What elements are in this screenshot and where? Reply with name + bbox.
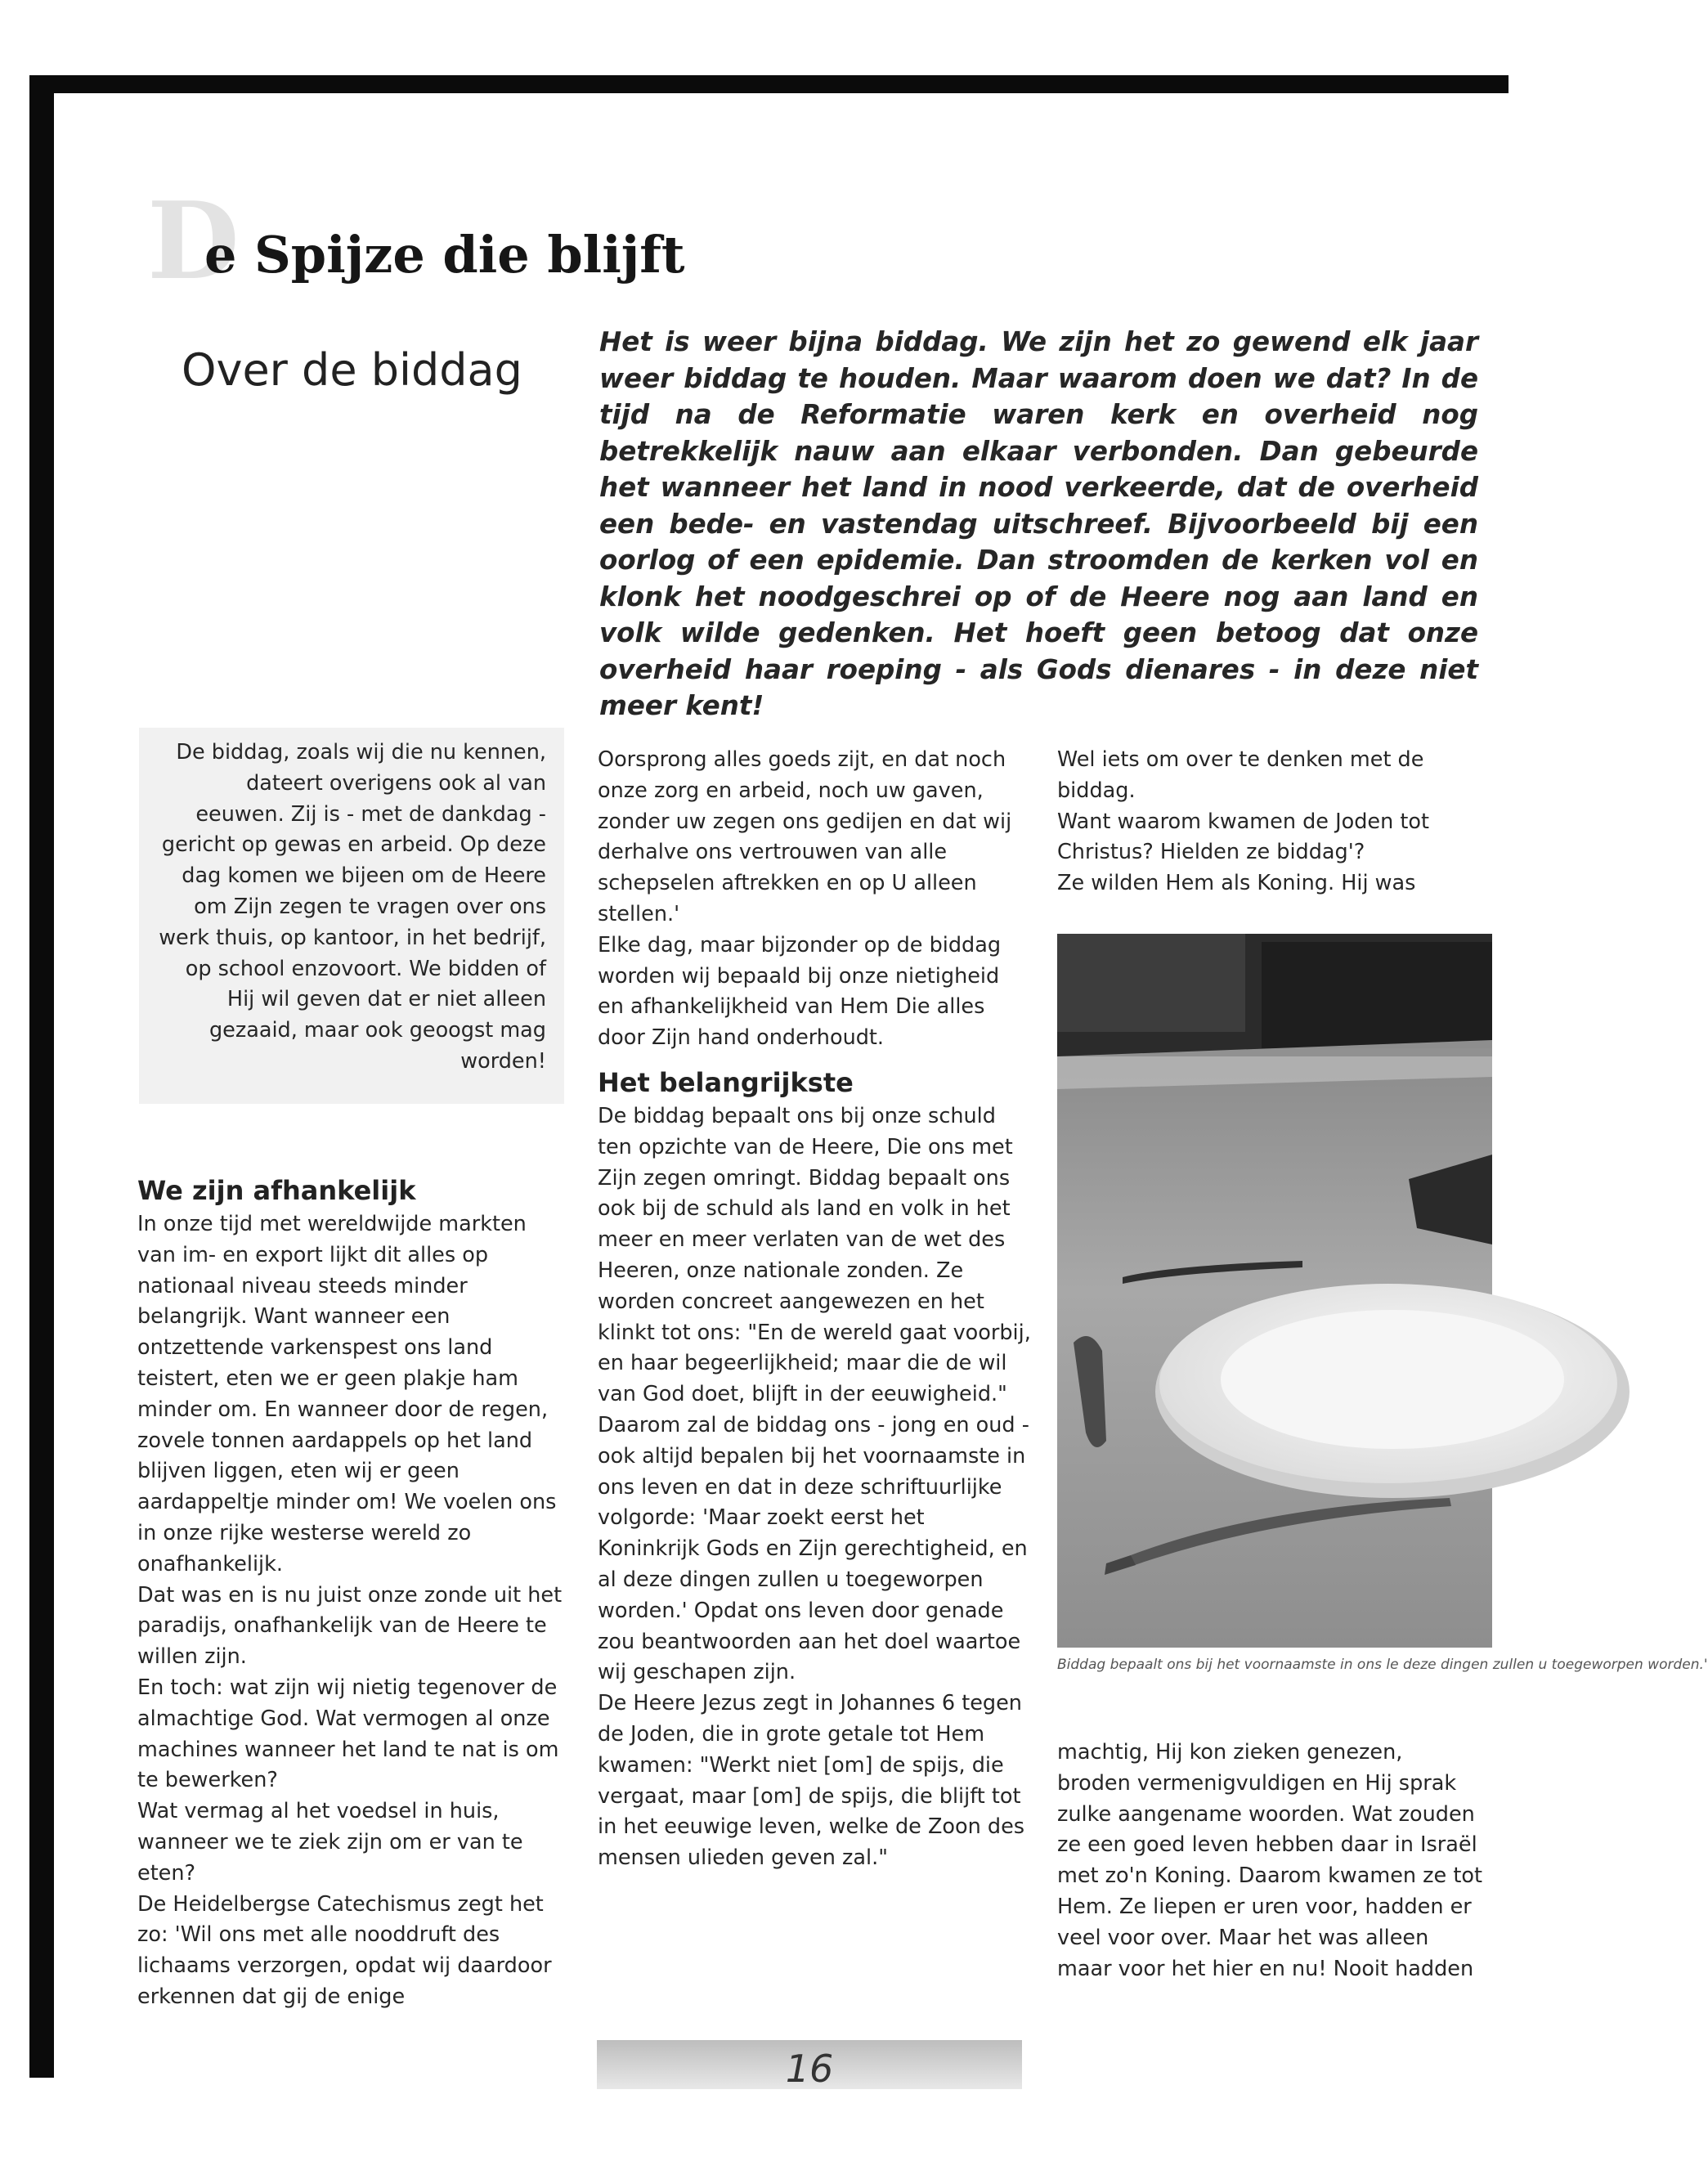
section-heading-belangrijkste: Het belangrijkste (598, 1066, 854, 1098)
photo-caption: Biddag bepaalt ons bij het voornaamste in ons le deze dingen zullen u toegeworpen worden.' (1057, 1657, 1708, 1673)
paragraph: machtig, Hij kon zieken genezen, broden vermenigvuldigen en Hij sprak zulke aangename woorden. Wat zouden ze een goed leven hebben daar in Israël met zo'n Koning. Daarom kwamen ze tot Hem. Ze liepen er uren voor, hadden er veel voor over. Maar het was alleen maar voor het hier en nu! Nooit hadden (1057, 1740, 1482, 1981)
paragraph: Want waarom kwamen de Joden tot Christus? Hielden ze biddag'? (1057, 809, 1429, 865)
scan-border-left (29, 75, 54, 2079)
article-intro: Het is weer bijna biddag. We zijn het zo gewend elk jaar weer biddag te houden. Maar waarom doen we dat? In de tijd na de Reformatie waren kerk en overheid nog betrekkelijk nauw aan elkaar verbonden. Dan gebeurde het wanneer het land in nood verkeerde, dat de overheid een bede- en vastendag uitschreef. Bijvoorbeeld bij een oorlog of een epidemie. Dan stroomden de kerken vol en klonk het noodgeschrei op of de Heere nog aan land en volk wilde gedenken. Het hoeft geen betoog dat onze overheid haar roeping - als Gods dienares - in deze niet meer kent! (599, 326, 1478, 721)
scan-border-top (29, 75, 1509, 93)
column-1 (137, 1172, 563, 2013)
scan-margin-bottom (0, 2078, 1509, 2175)
title-drop-letter: D (147, 178, 240, 303)
paragraph: Elke dag, maar bijzonder op de biddag worden wij bepaald bij onze nietigheid en afhankelijkheid van Hem Die alles door Zijn hand onderhoudt. (598, 932, 1002, 1051)
paragraph: Ze wilden Hem als Koning. Hij was (1057, 871, 1416, 896)
paragraph: De biddag bepaalt ons bij onze schuld ten opzichte van de Heere, Die ons met Zijn zegen omringt. Biddag bepaalt ons ook bij de schuld als land en volk in het meer en meer verlaten van de wet des Heeren, onze nationale zonden. Ze worden concreet aangewezen en het klinkt tot ons: "En de wereld gaat voorbij, en haar begeerlijkheid; maar die de wil van God doet, blijft in der eeuwigheid." (598, 1103, 1031, 1407)
paragraph: De Heidelbergse Catechismus zegt het zo: 'Wil ons met alle nooddruft des lichaams verzorgen, opdat wij daardoor erkennen dat gij de enige (137, 1891, 552, 2009)
page-number: 16 (785, 2047, 834, 2091)
plate-and-fork-photo (1057, 934, 1492, 1648)
sidebar-box-text: De biddag, zoals wij die nu kennen, dateert overigens ook al van eeuwen. Zij is - met de dankdag - gericht op gewas en arbeid. Op deze dag komen we bijeen om de Heere om Zijn zegen te vragen over ons werk thuis, op kantoor, in het bedrijf, op school enzovoort. We bidden of Hij wil geven dat er niet alleen gezaaid, maar ook geoogst mag worden! (159, 740, 546, 1074)
column-3-top (1057, 745, 1482, 899)
paragraph: Wat vermag al het voedsel in huis, wanneer we te ziek zijn om er van te eten? (137, 1799, 523, 1886)
title-text: e Spijze die blijft (204, 225, 685, 285)
column-3-bottom (1057, 1738, 1482, 1984)
paragraph: Dat was en is nu juist onze zonde uit het paradijs, onafhankelijk van de Heere te willen zijn. (137, 1582, 563, 1670)
section-heading-afhankelijk: We zijn afhankelijk (137, 1175, 416, 1206)
article-subtitle: Over de biddag (182, 344, 522, 396)
paragraph: In onze tijd met wereldwijde markten van im- en export lijkt dit alles op nationaal niveau steeds minder belangrijk. Want wanneer een ontzettende varkenspest ons land teistert, eten we er geen plakje ham minder om. En wanneer door de regen, zovele tonnen aardappels op het land blijven liggen, eten wij er geen aardappeltje minder om! We voelen ons in onze rijke westerse wereld zo onafhankelijk. (137, 1212, 557, 1576)
paragraph: Wel iets om over te denken met de biddag. (1057, 747, 1424, 803)
paragraph: En toch: wat zijn wij nietig tegenover de almachtige God. Wat vermogen al onze machines wanneer het land te nat is om te bewerken? (137, 1675, 559, 1793)
paragraph: Daarom zal de biddag ons - jong en oud - ook altijd bepalen bij het voornaamste in ons leven en dat in deze schriftuurlijke volgorde: 'Maar zoekt eerst het Koninkrijk Gods en Zijn gerechtigheid, en al deze dingen zullen u toegeworpen worden.' Opdat ons leven door genade zou beantwoorden aan het doel waartoe wij geschapen zijn. (598, 1412, 1029, 1685)
column-2 (598, 745, 1031, 1874)
article-title (147, 178, 883, 303)
paragraph: De Heere Jezus zegt in Johannes 6 tegen de Joden, die in grote getale tot Hem kwamen: "Werkt niet [om] de spijs, die vergaat, maar [om] de spijs, die blijft tot in het eeuwige leven, welke de Zoon des mensen ulieden geven zal." (598, 1691, 1025, 1871)
paragraph: Oorsprong alles goeds zijt, en dat noch onze zorg en arbeid, noch uw gaven, zonder uw zegen ons gedijen en dat wij derhalve ons vertrouwen van alle schepselen aftrekken en op U alleen stellen.' (598, 747, 1012, 926)
